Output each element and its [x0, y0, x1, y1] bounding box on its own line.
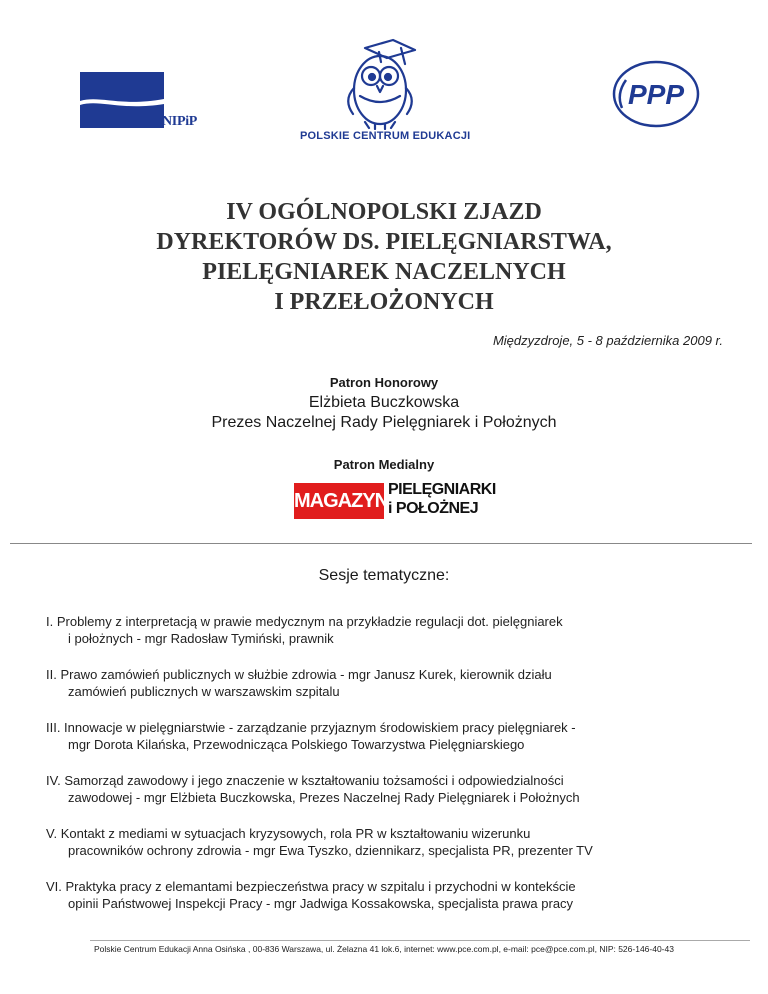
session-item: V. Kontakt z mediami w sytuacjach kryzysowych, rola PR w kształtowaniu wizerunku pracowników ochrony zdrowia - mgr Ewa Tyszko, dziennikarz, specjalista PR, prezenter TV	[46, 826, 593, 858]
title-line: IV OGÓLNOPOLSKI ZJAZD	[226, 199, 542, 225]
session-item: IV. Samorząd zawodowy i jego znaczenie w kształtowaniu tożsamości i odpowiedzialności zawodowej - mgr Elżbieta Buczkowska, Prezes Naczelnej Rady Pielęgniarek i Położnych	[46, 773, 580, 805]
footer-divider	[90, 940, 750, 941]
ppp-logo-text: PPP	[627, 79, 685, 110]
footer-text: Polskie Centrum Edukacji Anna Osińska , 00-836 Warszawa, ul. Żelazna 41 lok.6, internet: www.pce.com.pl, e-mail: pce@pce.com.pl, NIP: 526-146-40-43	[94, 944, 674, 954]
ppp-emblem-icon	[610, 58, 702, 130]
session-item: VI. Praktyka pracy z elemantami bezpieczeństwa pracy w szpitalu i przychodni w kontekście opinii Państwowej Inspekcji Pracy - mgr Jadwiga Kossakowska, specjalista prawa pracy	[46, 879, 576, 911]
owl-graduate-icon	[335, 38, 425, 130]
magazyn-logo-line2: i POŁOŻNEJ	[388, 500, 479, 517]
nipip-wave-icon	[80, 95, 164, 107]
magazyn-logo-line1: PIELĘGNIARKI	[388, 481, 496, 498]
patron-honorowy-label: Patron Honorowy	[329, 375, 439, 390]
pce-logo-text: POLSKIE CENTRUM EDUKACJI	[300, 130, 471, 142]
patron-medialny-label: Patron Medialny	[333, 457, 435, 472]
patron-name: Elżbieta Buczkowska	[308, 394, 460, 411]
title-line: PIELĘGNIAREK NACZELNYCH	[202, 259, 566, 285]
session-item: III. Innowacje w pielęgniarstwie - zarządzanie przyjaznym środowiskiem pracy pielęgniarek - mgr Dorota Kilańska, Przewodnicząca Polskiego Towarzystwa Pielęgniarskiego	[46, 720, 576, 752]
magazyn-logo-red: MAGAZYN	[294, 483, 384, 519]
sessions-heading: Sesje tematyczne:	[318, 567, 450, 584]
title-line: I PRZEŁOŻONYCH	[274, 289, 494, 315]
patron-role: Prezes Naczelnej Rady Pielęgniarek i Położnych	[211, 414, 557, 431]
session-item: II. Prawo zamówień publicznych w służbie zdrowia - mgr Janusz Kurek, kierownik działu zamówień publicznych w warszawskim szpitalu	[46, 667, 552, 699]
nipip-logo-text: NIPiP	[162, 114, 198, 129]
place-date: Międzyzdroje, 5 - 8 października 2009 r.	[492, 333, 723, 348]
patron-honorowy	[0, 393, 768, 433]
session-item: I. Problemy z interpretacją w prawie medycznym na przykładzie regulacji dot. pielęgniarek i położnych - mgr Radosław Tymiński, prawnik	[46, 614, 563, 646]
event-title	[0, 197, 768, 317]
title-line: DYREKTORÓW DS. PIELĘGNIARSTWA,	[156, 229, 612, 255]
divider	[10, 543, 752, 544]
